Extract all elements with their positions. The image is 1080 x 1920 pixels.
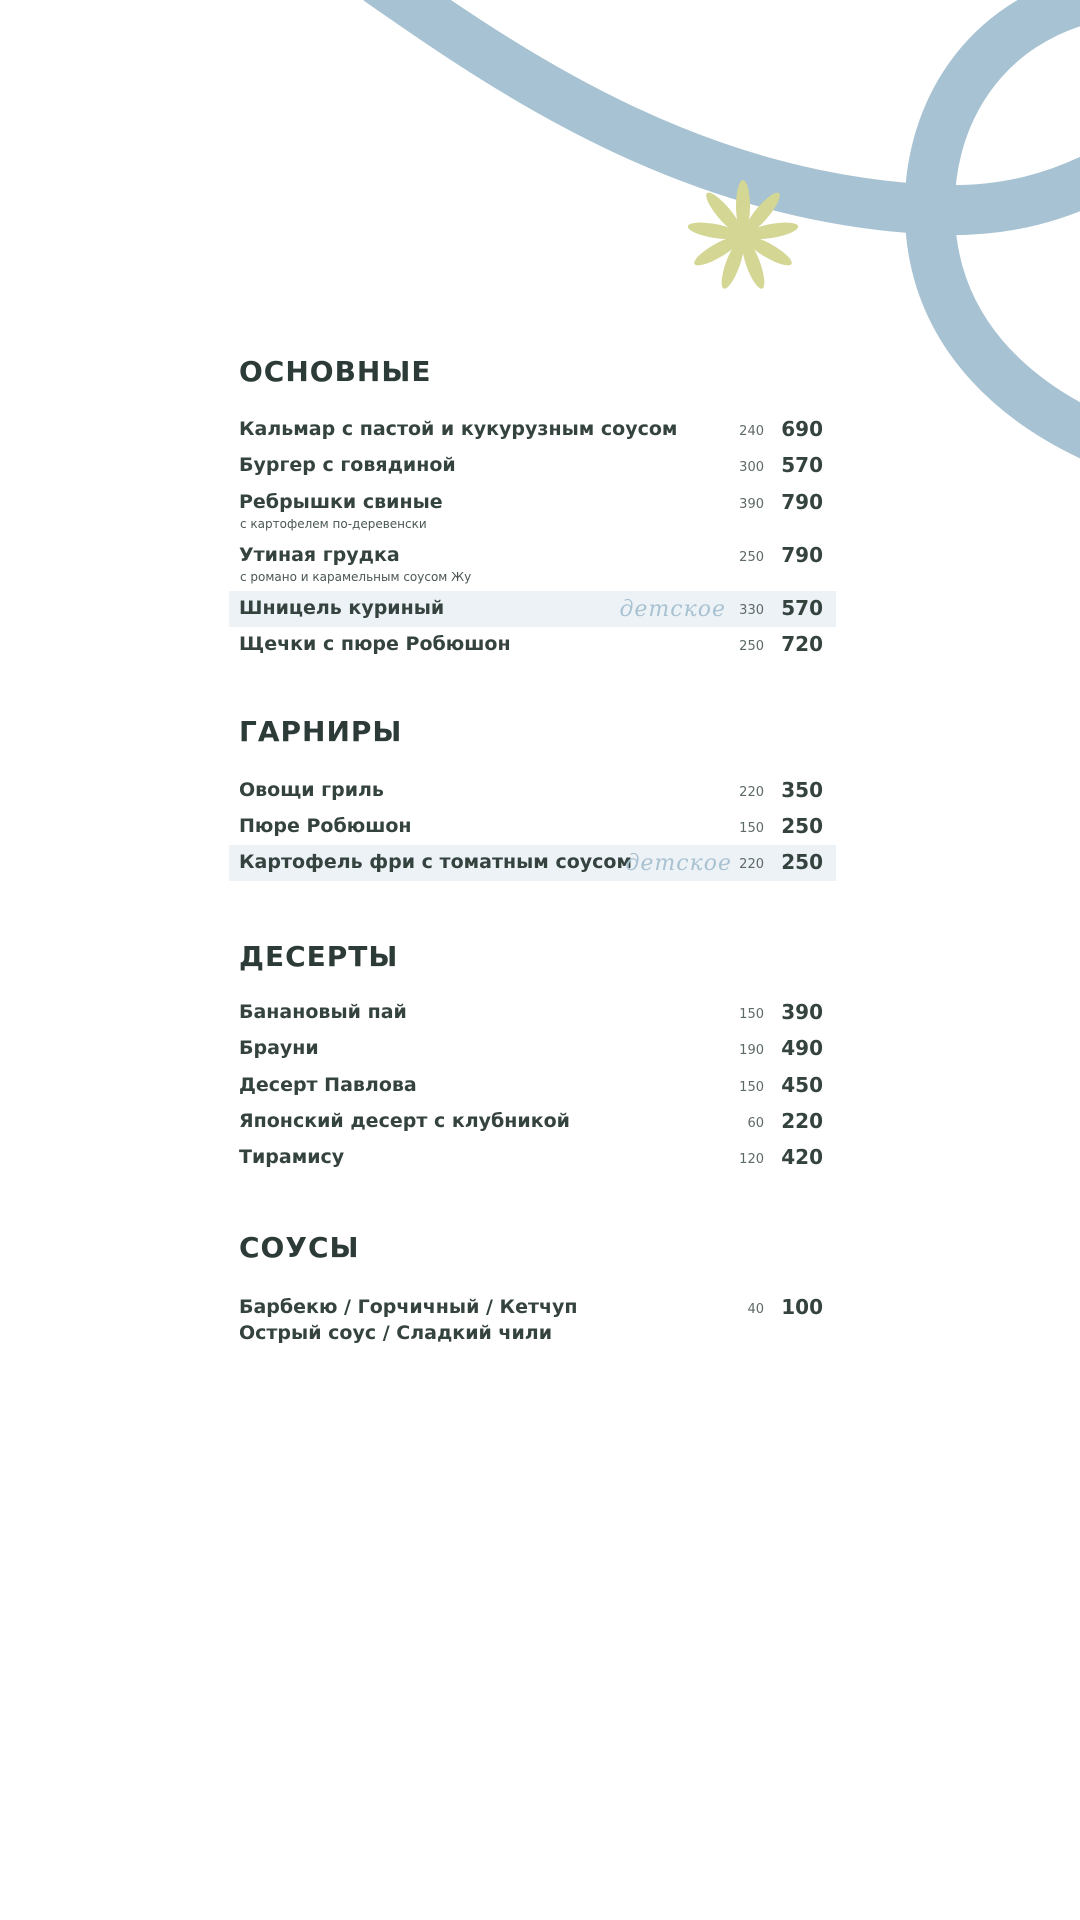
section-title-main: ОСНОВНЫЕ <box>239 355 432 388</box>
item-price: 250 <box>781 850 823 874</box>
menu-item-kids <box>229 591 836 627</box>
item-price: 250 <box>781 814 823 838</box>
item-price: 720 <box>781 632 823 656</box>
item-weight: 330 <box>739 603 764 618</box>
item-price: 790 <box>781 490 823 514</box>
item-name: Утиная грудка <box>239 544 400 566</box>
item-name: Щечки с пюре Робюшон <box>239 633 511 655</box>
item-weight: 250 <box>739 550 764 565</box>
menu-item <box>229 485 836 533</box>
item-weight: 40 <box>747 1302 764 1317</box>
menu-item <box>229 995 836 1031</box>
item-weight: 150 <box>739 1007 764 1022</box>
item-name: Кальмар с пастой и кукурузным соусом <box>239 418 678 440</box>
menu-item <box>229 1068 836 1104</box>
item-name: Бургер с говядиной <box>239 454 456 476</box>
item-price: 790 <box>781 543 823 567</box>
item-price: 100 <box>781 1295 823 1319</box>
item-weight: 190 <box>739 1043 764 1058</box>
menu-item <box>229 1140 836 1176</box>
item-name: Ребрышки свиные <box>239 491 443 513</box>
item-price: 570 <box>781 596 823 620</box>
menu-item <box>229 448 836 484</box>
kids-badge: детское <box>625 851 732 876</box>
item-name: Японский десерт с клубникой <box>239 1110 570 1132</box>
item-price: 490 <box>781 1036 823 1060</box>
item-weight: 220 <box>739 785 764 800</box>
menu-item <box>229 773 836 809</box>
item-weight: 250 <box>739 639 764 654</box>
item-name: Брауни <box>239 1037 319 1059</box>
item-name: Картофель фри с томатным соусом <box>239 851 632 873</box>
item-name: Десерт Павлова <box>239 1074 417 1096</box>
item-weight: 60 <box>747 1116 764 1131</box>
item-price: 420 <box>781 1145 823 1169</box>
menu-item <box>229 1290 836 1350</box>
menu-item <box>229 538 836 586</box>
menu-item <box>229 627 836 663</box>
menu-item <box>229 809 836 845</box>
item-name: Овощи гриль <box>239 779 384 801</box>
item-name: Шницель куриный <box>239 597 445 619</box>
item-name: Тирамису <box>239 1146 345 1168</box>
item-name: Пюре Робюшон <box>239 815 412 837</box>
section-title-sides: ГАРНИРЫ <box>239 715 403 748</box>
item-weight: 150 <box>739 1080 764 1095</box>
menu-item-kids <box>229 845 836 881</box>
menu-item <box>229 1104 836 1140</box>
item-price: 390 <box>781 1000 823 1024</box>
item-price: 690 <box>781 417 823 441</box>
item-price: 350 <box>781 778 823 802</box>
item-description: с романо и карамельным соусом Жу <box>240 570 472 584</box>
item-weight: 390 <box>739 497 764 512</box>
item-weight: 300 <box>739 460 764 475</box>
section-title-sauces: СОУСЫ <box>239 1231 360 1264</box>
menu-item <box>229 412 836 448</box>
kids-badge: детское <box>619 597 726 622</box>
menu-item <box>229 1031 836 1067</box>
item-name: Банановый пай <box>239 1001 407 1023</box>
item-weight: 220 <box>739 857 764 872</box>
item-weight: 150 <box>739 821 764 836</box>
item-name: Барбекю / Горчичный / Кетчуп <box>239 1296 578 1318</box>
section-title-desserts: ДЕСЕРТЫ <box>239 940 399 973</box>
item-weight: 120 <box>739 1152 764 1167</box>
item-price: 570 <box>781 453 823 477</box>
item-price: 450 <box>781 1073 823 1097</box>
item-description: с картофелем по-деревенски <box>240 517 427 531</box>
item-price: 220 <box>781 1109 823 1133</box>
item-weight: 240 <box>739 424 764 439</box>
item-name-line2: Острый соус / Сладкий чили <box>239 1322 553 1344</box>
